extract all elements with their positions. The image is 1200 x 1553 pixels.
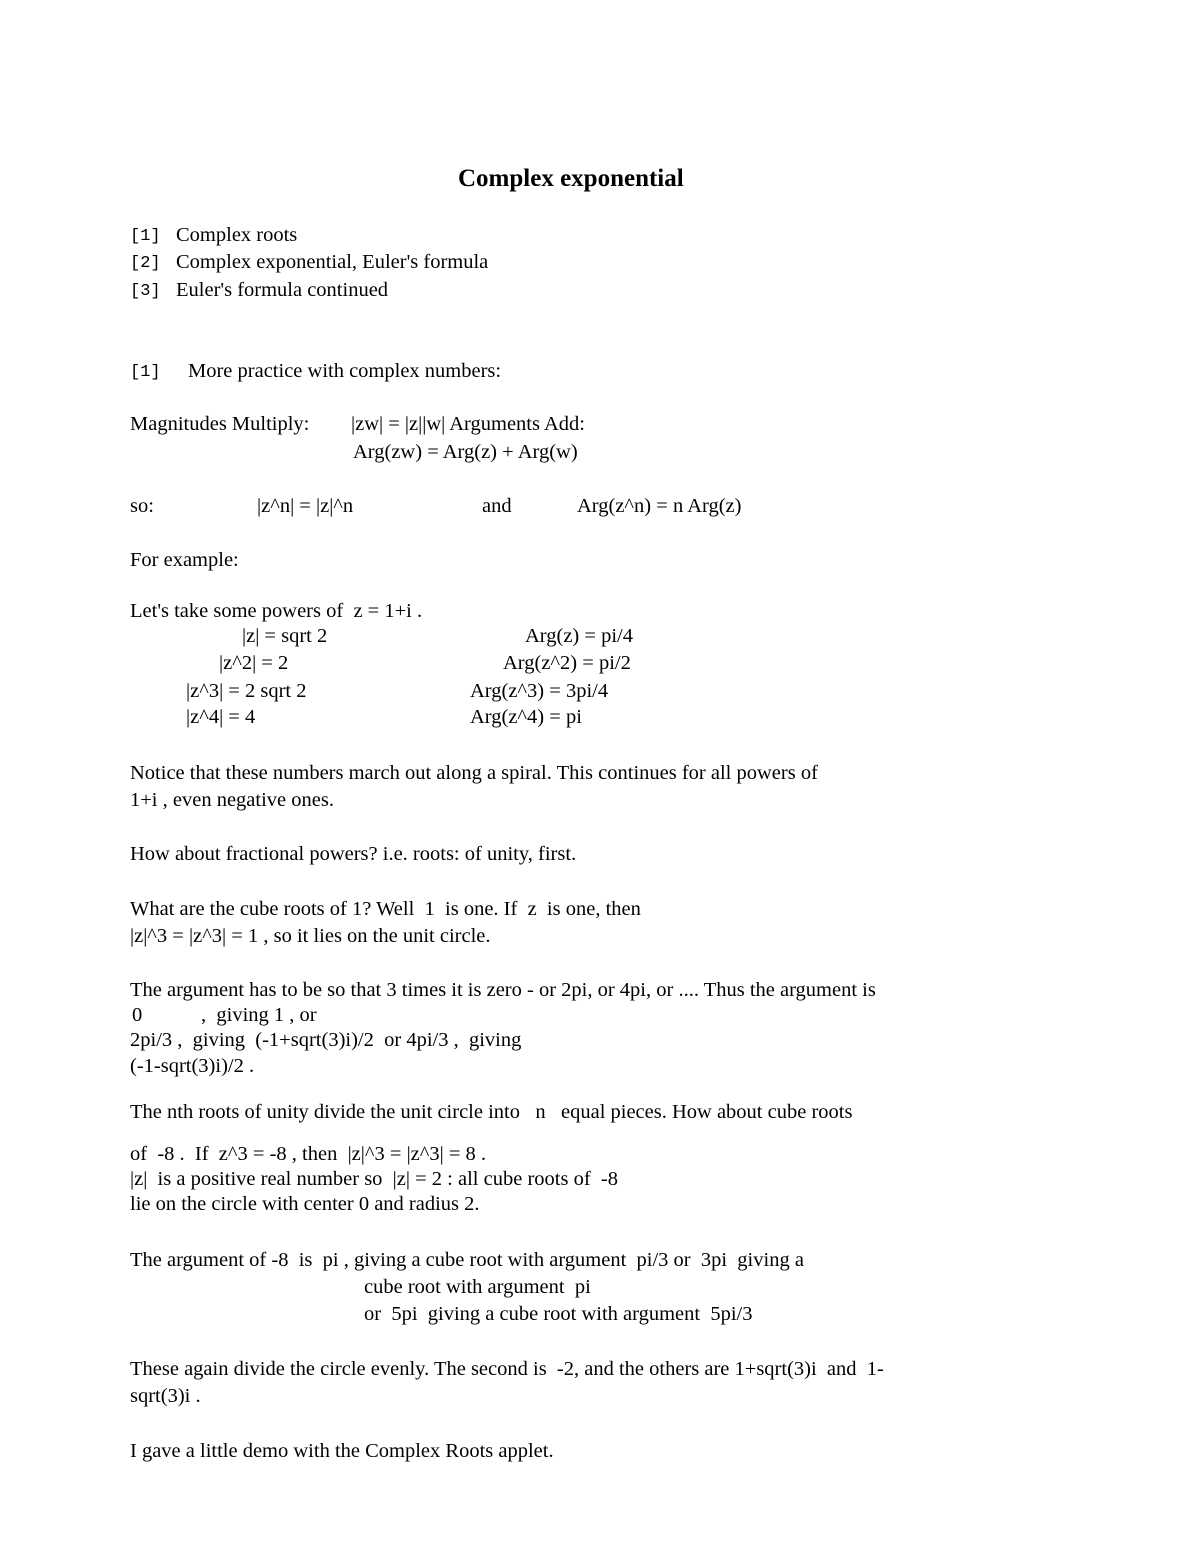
page-title: Complex exponential	[458, 165, 684, 192]
argument-paragraph-line: , giving 1 , or	[201, 1004, 317, 1026]
nth-roots-paragraph-line: The nth roots of unity divide the unit circle into n equal pieces. How about cube roots	[130, 1101, 853, 1123]
power-argument: Arg(z) = pi/4	[525, 625, 633, 647]
power-magnitude: |z^4| = 4	[186, 706, 256, 728]
and-label: and	[482, 495, 512, 517]
spiral-paragraph-line: Notice that these numbers march out along a spiral. This continues for all powers of	[130, 762, 818, 784]
arg-minus8-paragraph-line: The argument of -8 is pi , giving a cube root with argument pi/3 or 3pi giving a	[130, 1249, 804, 1271]
power-magnitude: |z| = sqrt 2	[242, 625, 328, 647]
divide-paragraph-line: These again divide the circle evenly. The second is -2, and the others are 1+sqrt(3)i and 1-	[130, 1358, 884, 1380]
argument-paragraph-line: (-1-sqrt(3)i)/2 .	[130, 1055, 255, 1077]
arguments-rule: Arg(zw) = Arg(z) + Arg(w)	[353, 441, 578, 463]
so-label: so:	[130, 495, 154, 517]
magnitudes-rule: |zw| = |z||w| Arguments Add:	[351, 413, 585, 435]
power-magnitude: |z^3| = 2 sqrt 2	[186, 680, 307, 702]
power-argument-rule: Arg(z^n) = n Arg(z)	[577, 495, 742, 517]
nth-roots-paragraph-line: lie on the circle with center 0 and radius 2.	[130, 1193, 480, 1215]
power-magnitude: |z^2| = 2	[219, 652, 289, 674]
toc-item-number: [2]	[130, 254, 161, 273]
nth-roots-paragraph-line: of -8 . If z^3 = -8 , then |z|^3 = |z^3| = 8 .	[130, 1143, 487, 1165]
powers-intro: Let's take some powers of z = 1+i .	[130, 600, 423, 622]
power-argument: Arg(z^3) = 3pi/4	[470, 680, 609, 702]
for-example-text: For example:	[130, 549, 239, 571]
arg-minus8-paragraph-line: or 5pi giving a cube root with argument 5pi/3	[364, 1303, 753, 1325]
argument-zero: 0	[132, 1004, 143, 1026]
toc-item-number: [1]	[130, 227, 161, 246]
argument-paragraph-line: The argument has to be so that 3 times it is zero - or 2pi, or 4pi, or .... Thus the argument is	[130, 979, 876, 1001]
section-heading-text: More practice with complex numbers:	[188, 360, 502, 382]
toc-item-label: Complex roots	[176, 224, 298, 246]
arg-minus8-paragraph-line: cube root with argument pi	[364, 1276, 591, 1298]
toc-item-label: Euler's formula continued	[176, 279, 389, 301]
toc-item-label: Complex exponential, Euler's formula	[176, 251, 489, 273]
fractional-powers-text: How about fractional powers? i.e. roots: of unity, first.	[130, 843, 577, 865]
power-argument: Arg(z^2) = pi/2	[503, 652, 631, 674]
divide-paragraph-line: sqrt(3)i .	[130, 1385, 201, 1407]
cube-roots-paragraph-line: |z|^3 = |z^3| = 1 , so it lies on the unit circle.	[130, 925, 491, 947]
argument-paragraph-line: 2pi/3 , giving (-1+sqrt(3)i)/2 or 4pi/3 , giving	[130, 1029, 522, 1051]
cube-roots-paragraph-line: What are the cube roots of 1? Well 1 is one. If z is one, then	[130, 898, 641, 920]
demo-text: I gave a little demo with the Complex Roots applet.	[130, 1440, 554, 1462]
toc-item-number: [3]	[130, 282, 161, 301]
spiral-paragraph-line: 1+i , even negative ones.	[130, 789, 334, 811]
power-argument: Arg(z^4) = pi	[470, 706, 582, 728]
power-magnitude-rule: |z^n| = |z|^n	[257, 495, 354, 517]
section-number: [1]	[130, 363, 161, 382]
nth-roots-paragraph-line: |z| is a positive real number so |z| = 2 : all cube roots of -8	[130, 1168, 618, 1190]
magnitudes-label: Magnitudes Multiply:	[130, 413, 310, 435]
